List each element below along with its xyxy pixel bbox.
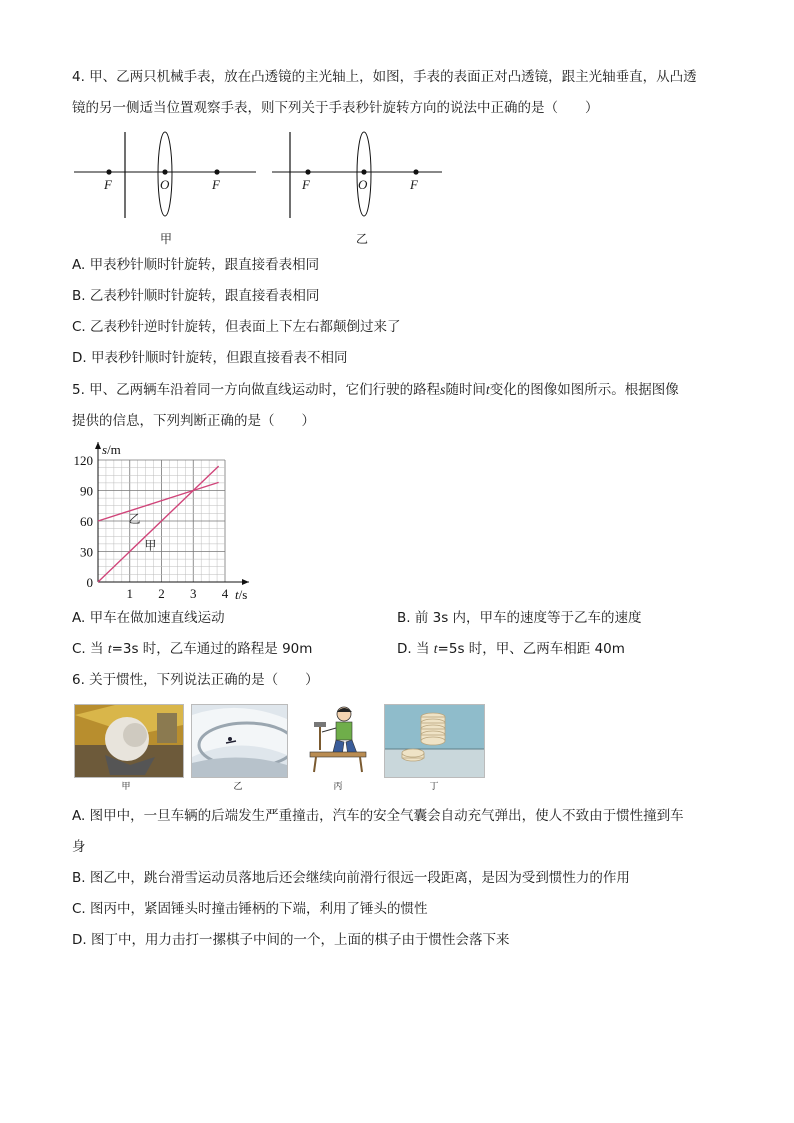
q5-stem-line2: 提供的信息，下列判断正确的是（ ） (72, 413, 315, 429)
x-axis-label: t/s (235, 587, 248, 602)
x-axis-arrow (242, 579, 249, 585)
lens-figure-yi (268, 128, 458, 223)
focus-label: F (104, 177, 112, 192)
q5-stem-part2: 随时间 (445, 382, 486, 398)
variable-t: t (107, 641, 112, 656)
st-graph (68, 436, 268, 604)
q6-stem: 6. 关于惯性，下列说法正确的是（ ） (72, 672, 319, 688)
photo-airbag-crash (74, 704, 184, 778)
photo-chess-stack (384, 704, 485, 778)
photo-caption-yi: 乙 (233, 782, 243, 792)
q4-option-d[interactable]: D. 甲表秒针顺时针旋转，但跟直接看表不相同 (72, 350, 348, 366)
option-d-suffix: =5s 时，甲、乙两车相距 40m (437, 641, 625, 657)
q5-stem-line1 (72, 380, 679, 400)
focus-point (106, 169, 111, 174)
q4-stem-line2: 镜的另一侧适当位置观察手表，则下列关于手表秒针旋转方向的说法中正确的是（ ） (72, 100, 599, 116)
y-tick-label: 60 (80, 514, 93, 529)
photo-ski-jump (191, 704, 288, 778)
q6-option-c[interactable]: C. 图丙中，紧固锤头时撞击锤柄的下端，利用了锤头的惯性 (72, 901, 428, 917)
y-tick-label: 30 (80, 544, 93, 560)
chess-stack-picture (385, 705, 484, 777)
series-line-yi (98, 482, 219, 521)
optical-center-point (162, 169, 167, 174)
q5-option-d[interactable] (397, 639, 625, 659)
ski-jump-picture (192, 705, 287, 777)
airbag-crash-picture (75, 705, 183, 777)
focus-label: F (212, 177, 220, 192)
focus-point (305, 169, 310, 174)
center-label: O (160, 177, 170, 192)
y-axis-label: s/m (102, 442, 121, 457)
photo-hammer-cartoon (302, 704, 372, 776)
photo-caption-ding: 丁 (429, 782, 439, 792)
st-graph-svg (68, 436, 268, 604)
series-label: 甲 (144, 538, 157, 553)
option-c-suffix: =3s 时，乙车通过的路程是 90m (111, 641, 313, 657)
q5-stem-part1: 5. 甲、乙两辆车沿着同一方向做直线运动时，它们行驶的路程 (72, 382, 441, 398)
q6-option-a-line1[interactable]: A. 图甲中，一旦车辆的后端发生严重撞击，汽车的安全气囊会自动充气弹出，使人不致由于惯性撞到车 (72, 808, 684, 824)
x-tick-label: 3 (190, 586, 197, 601)
y-axis-arrow (95, 442, 101, 449)
x-tick-label: 1 (126, 586, 133, 601)
series-line-jia (98, 466, 219, 582)
photo-caption-jia: 甲 (121, 782, 131, 792)
variable-s: s (440, 382, 446, 397)
lens-figure-jia (70, 128, 260, 223)
q6-option-a-line2[interactable]: 身 (72, 839, 86, 855)
x-tick-label: 4 (221, 586, 229, 601)
q5-stem-part3: 变化的图像如图所示。根据图像 (489, 382, 679, 398)
optical-center-point (361, 169, 366, 174)
focus-label: F (302, 177, 310, 192)
q4-stem-line1: 4. 甲、乙两只机械手表，放在凸透镜的主光轴上，如图，手表的表面正对凸透镜，跟主光轴垂直，从凸透 (72, 69, 697, 85)
figure-caption-jia: 甲 (160, 232, 173, 246)
photo-caption-bing: 丙 (333, 782, 343, 792)
option-d-prefix: D. 当 (397, 641, 434, 657)
lens-diagram-jia-svg (70, 128, 260, 223)
q6-option-b[interactable]: B. 图乙中，跳台滑雪运动员落地后还会继续向前滑行很远一段距离，是因为受到惯性力的作用 (72, 870, 630, 886)
q5-option-b[interactable]: B. 前 3s 内，甲车的速度等于乙车的速度 (397, 610, 642, 626)
q5-option-c[interactable] (72, 639, 312, 659)
variable-t: t (485, 382, 490, 397)
focus-label: F (410, 177, 418, 192)
y-tick-label: 120 (73, 453, 93, 468)
y-tick-label: 90 (80, 483, 93, 499)
q6-option-d[interactable]: D. 图丁中，用力击打一摞棋子中间的一个，上面的棋子由于惯性会落下来 (72, 932, 510, 948)
variable-t: t (433, 641, 438, 656)
focus-point (413, 169, 418, 174)
x-tick-label: 2 (158, 586, 165, 601)
q4-option-b[interactable]: B. 乙表秒针顺时针旋转，跟直接看表相同 (72, 288, 320, 304)
figure-caption-yi: 乙 (356, 232, 369, 246)
q4-option-c[interactable]: C. 乙表秒针逆时针旋转，但表面上下左右都颠倒过来了 (72, 319, 401, 335)
q4-option-a[interactable]: A. 甲表秒针顺时针旋转，跟直接看表相同 (72, 257, 320, 273)
focus-point (214, 169, 219, 174)
option-c-prefix: C. 当 (72, 641, 108, 657)
center-label: O (358, 177, 368, 192)
series-label: 乙 (128, 512, 141, 527)
origin-label: 0 (86, 575, 93, 590)
hammer-cartoon-picture (302, 704, 372, 776)
lens-diagram-yi-svg (268, 128, 458, 223)
q5-option-a[interactable]: A. 甲车在做加速直线运动 (72, 610, 225, 626)
